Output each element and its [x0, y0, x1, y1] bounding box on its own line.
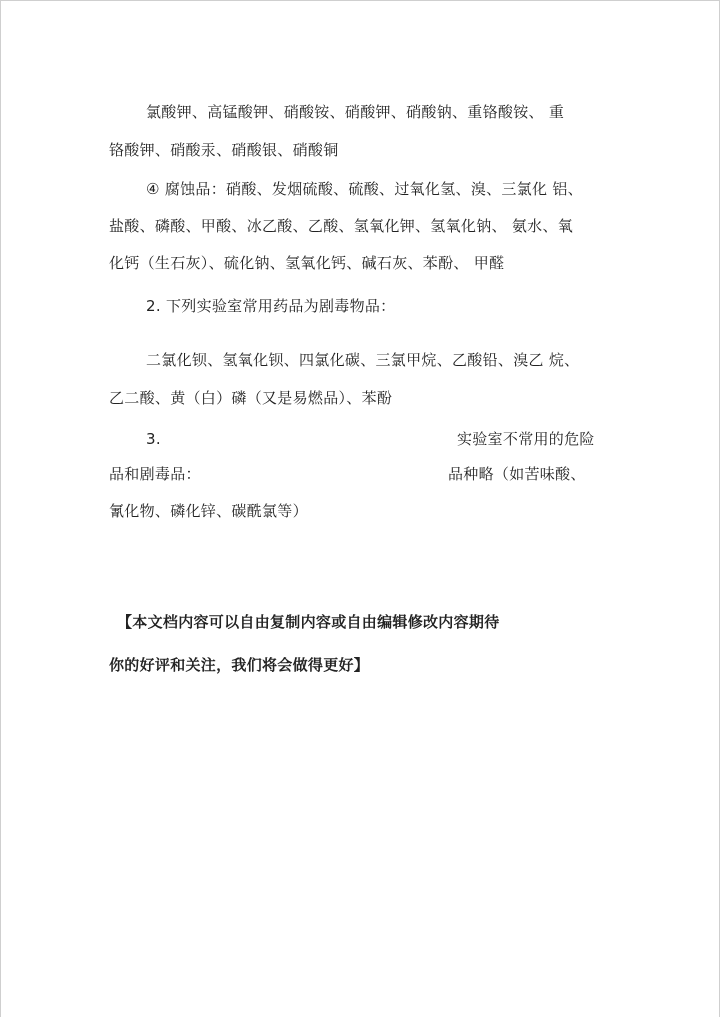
oxidizer-list-line-1: 氯酸钾、高锰酸钾、硝酸铵、硝酸钾、硝酸钠、重铬酸铵、 重 — [146, 103, 565, 121]
corrosives-line-2: 盐酸、磷酸、甲酸、冰乙酸、乙酸、氢氧化钾、氢氧化钠、 氨水、氧 — [109, 217, 574, 235]
footer-note-line-1: 【本文档内容可以自由复制内容或自由编辑修改内容期待 — [117, 613, 500, 631]
section-3-text-right-2: 品种略（如苦味酸、 — [448, 465, 586, 483]
toxic-list-line-1: 二氯化钡、氢氧化钡、四氯化碳、三氯甲烷、乙酸铅、溴乙 烷、 — [146, 351, 580, 369]
footer-note-line-2: 你的好评和关注，我们将会做得更好】 — [109, 656, 370, 674]
section-3-number: 3. — [146, 430, 161, 448]
section-3-text-left: 品和剧毒品： — [109, 465, 201, 483]
oxidizer-list-line-2: 铬酸钾、硝酸汞、硝酸银、硝酸铜 — [109, 141, 339, 159]
section-2-heading: 2. 下列实验室常用药品为剧毒物品： — [146, 297, 396, 315]
corrosives-heading-line: ④ 腐蚀品：硝酸、发烟硫酸、硫酸、过氧化氢、溴、三氯化 铝、 — [146, 180, 583, 198]
section-3-text-right: 实验室不常用的危险 — [457, 430, 595, 448]
corrosives-line-3: 化钙（生石灰）、硫化钠、氢氧化钙、碱石灰、苯酚、 甲醛 — [109, 254, 505, 272]
section-3-text-line-3: 氰化物、磷化锌、碳酰氯等） — [109, 502, 308, 520]
toxic-list-line-2: 乙二酸、黄（白）磷（又是易燃品）、苯酚 — [109, 389, 393, 407]
